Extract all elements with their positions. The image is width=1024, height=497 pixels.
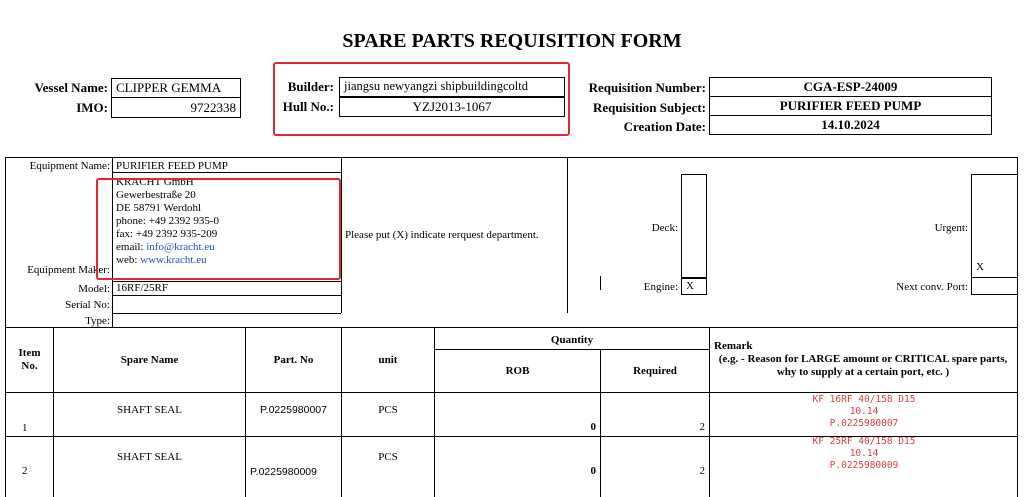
urgent-mark: X: [976, 261, 984, 273]
row-remark[interactable]: KF 25RF 40/158 D15 10.14 P.0225980009: [812, 436, 916, 471]
requisition-subject-value: PURIFIER FEED PUMP: [779, 98, 922, 113]
row-unit[interactable]: PCS: [378, 451, 398, 463]
request-department-instruction: Please put (X) indicate rerquest department.: [345, 229, 539, 241]
header-remark: Remark: [714, 340, 753, 352]
vessel-name-label: Vessel Name:: [34, 80, 108, 95]
row-item-no: 1: [22, 422, 28, 434]
maker-line: DE 58791 Werdohl: [116, 202, 202, 214]
row-remark[interactable]: KF 16RF 40/158 D15 10.14 P.0225980007: [812, 394, 916, 429]
row-part-no[interactable]: P.0225980007: [260, 404, 327, 416]
engine-checkbox[interactable]: [681, 278, 707, 295]
equipment-maker-label: Equipment Maker:: [27, 264, 110, 276]
creation-date-value: 14.10.2024: [821, 117, 880, 132]
builder-highlight-box: [273, 62, 570, 136]
maker-line: KRACHT GmbH: [116, 176, 194, 188]
header-quantity: Quantity: [550, 334, 594, 346]
model-label: Model:: [78, 283, 110, 295]
imo-label: IMO:: [76, 100, 108, 115]
equipment-name-label: Equipment Name:: [29, 160, 110, 172]
row-spare-name[interactable]: SHAFT SEAL: [117, 451, 182, 463]
row-part-no[interactable]: P.0225980009: [250, 466, 317, 478]
maker-email-line: email: info@kracht.eu: [116, 241, 215, 253]
engine-label: Engine:: [643, 281, 678, 293]
requisition-subject-field[interactable]: [709, 96, 992, 116]
builder-label: Builder:: [287, 79, 334, 94]
imo-value: 9722338: [190, 100, 236, 115]
header-remark-hint: (e.g. - Reason for LARGE amount or CRITICAL spare parts, why to supply at a certain port, etc. ): [718, 353, 1008, 378]
next-port-label: Next conv. Port:: [896, 281, 968, 293]
header-rob: ROB: [505, 365, 530, 377]
urgent-label: Urgent:: [934, 222, 968, 234]
row-rob[interactable]: 0: [590, 421, 596, 433]
imo-field[interactable]: [111, 97, 241, 118]
serial-label: Serial No:: [65, 299, 110, 311]
engine-mark: X: [686, 280, 694, 292]
row-unit[interactable]: PCS: [378, 404, 398, 416]
form-title: SPARE PARTS REQUISITION FORM: [342, 30, 682, 52]
deck-label: Deck:: [651, 222, 678, 234]
header-unit: unit: [378, 354, 398, 366]
maker-line: phone: +49 2392 935-0: [116, 215, 220, 227]
maker-email-link[interactable]: info@kracht.eu: [146, 241, 215, 253]
maker-web-link[interactable]: www.kracht.eu: [140, 254, 207, 266]
row-item-no: 2: [22, 465, 28, 477]
vessel-name-field[interactable]: [111, 78, 241, 98]
hull-value: YZJ2013-1067: [412, 99, 492, 114]
creation-date-label: Creation Date:: [623, 119, 706, 134]
maker-line: fax: +49 2392 935-209: [116, 228, 218, 240]
builder-value: jiangsu newyangzi shipbuildingcoltd: [344, 79, 529, 93]
maker-line: Gewerbestraße 20: [116, 189, 196, 201]
row-rob[interactable]: 0: [590, 465, 596, 477]
requisition-number-label: Requisition Number:: [588, 80, 706, 95]
requisition-number-field[interactable]: [709, 77, 992, 97]
row-required[interactable]: 2: [699, 421, 705, 433]
requisition-subject-label: Requisition Subject:: [592, 100, 706, 115]
header-item-no: Item No.: [18, 347, 41, 372]
urgent-checkbox[interactable]: [971, 174, 1018, 278]
row-spare-name[interactable]: SHAFT SEAL: [117, 404, 182, 416]
next-port-field[interactable]: [971, 277, 1018, 295]
equipment-name-value[interactable]: PURIFIER FEED PUMP: [116, 160, 228, 172]
model-value[interactable]: 16RF/25RF: [116, 282, 168, 294]
hull-label: Hull No.:: [282, 99, 334, 114]
creation-date-field[interactable]: [709, 115, 992, 135]
deck-checkbox[interactable]: [681, 174, 707, 278]
vessel-name-value: CLIPPER GEMMA: [116, 80, 222, 95]
maker-highlight-box: [96, 178, 341, 280]
header-spare-name: Spare Name: [120, 354, 179, 366]
type-label: Type:: [85, 315, 110, 327]
header-required: Required: [633, 365, 677, 377]
requisition-number-value: CGA-ESP-24009: [803, 79, 898, 94]
maker-web-line: web: www.kracht.eu: [116, 254, 207, 266]
row-required[interactable]: 2: [699, 465, 705, 477]
header-part-no: Part. No: [273, 354, 314, 366]
